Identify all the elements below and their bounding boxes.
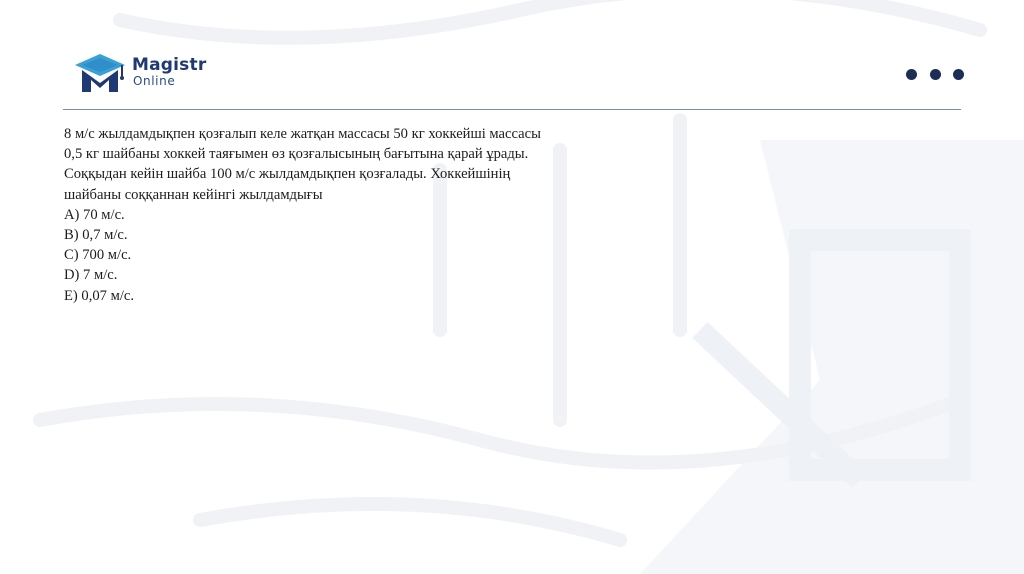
answer-option-d: D) 7 м/с. bbox=[64, 267, 118, 284]
graduation-cap-m-logo-icon bbox=[74, 52, 126, 94]
answer-option-a: A) 70 м/с. bbox=[64, 206, 125, 223]
answer-options bbox=[64, 205, 684, 306]
answer-option-b: B) 0,7 м/с. bbox=[64, 227, 128, 244]
question-text-line: 8 м/с жылдамдықпен қозғалып келе жатқан массасы 50 кг хоккейші массасы bbox=[64, 126, 541, 142]
brand-logo[interactable] bbox=[74, 52, 224, 94]
more-horizontal-icon bbox=[930, 69, 941, 80]
more-horizontal-icon bbox=[953, 69, 964, 80]
answer-option-c: C) 700 м/с. bbox=[64, 247, 132, 264]
question-text-line: 0,5 кг шайбаны хоккей таяғымен өз қозғалысының бағытына қарай ұрады. bbox=[64, 146, 529, 163]
brand-subtitle: Online bbox=[133, 74, 176, 88]
answer-option-e: E) 0,07 м/с. bbox=[64, 287, 135, 304]
question-text-line: шайбаны соққаннан кейінгі жылдамдығы bbox=[64, 186, 323, 203]
header-divider bbox=[63, 109, 961, 110]
question-block bbox=[64, 124, 684, 306]
more-horizontal-icon bbox=[906, 69, 917, 80]
question-text-line: Соққыдан кейін шайба 100 м/с жылдамдықпен қозғалады. Хоккейшінің bbox=[64, 166, 511, 183]
brand-name: Magistr bbox=[132, 55, 207, 75]
more-options-button[interactable] bbox=[906, 67, 964, 81]
